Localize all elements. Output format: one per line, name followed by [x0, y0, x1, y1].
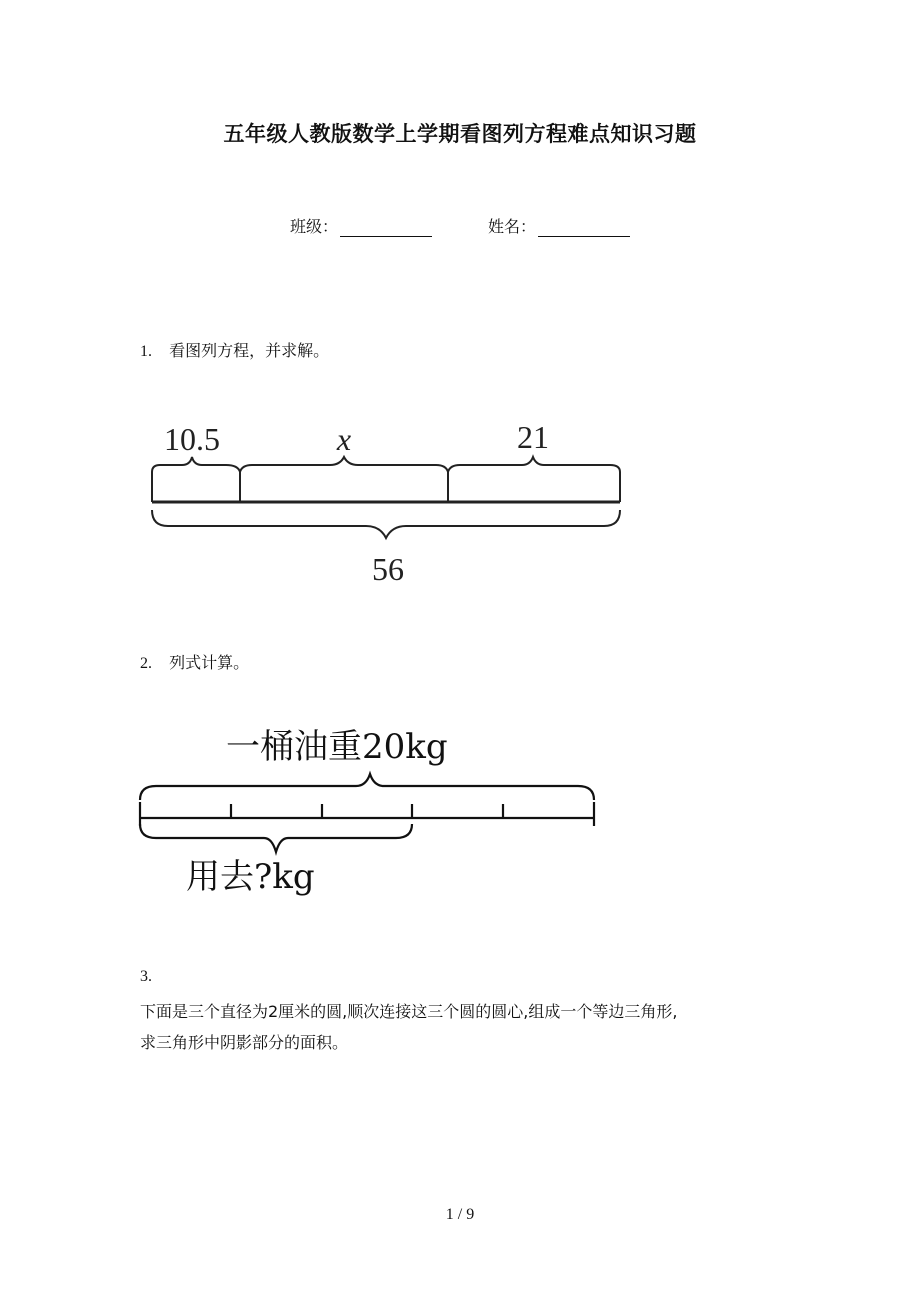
top-brace [140, 774, 594, 800]
question-3-line-2: 求三角形中阴影部分的面积。 [140, 1033, 349, 1052]
question-3 [140, 966, 164, 986]
brace-total [152, 510, 620, 538]
question-1-line-diagram [140, 410, 640, 595]
segment-label-x: x [336, 421, 352, 457]
total-label-56: 56 [372, 551, 404, 587]
name-label: 姓名： [488, 217, 537, 236]
question-1 [140, 338, 329, 361]
bottom-label-used: 用去?kg [186, 857, 315, 897]
question-1-text: 看图列方程，并求解。 [169, 341, 330, 360]
question-2-oil-diagram [130, 712, 610, 902]
question-2-text: 列式计算。 [169, 653, 250, 672]
segment-label-21: 21 [517, 419, 549, 455]
name-field [488, 214, 630, 237]
question-3-text [140, 996, 790, 1058]
student-info-row [0, 214, 920, 237]
name-blank-line[interactable] [538, 218, 630, 237]
top-label-oil-weight: 一桶油重20kg [226, 727, 448, 767]
question-1-number: 1. [140, 343, 152, 360]
page-number: 1 / 9 [445, 1206, 475, 1223]
class-blank-line[interactable] [340, 218, 432, 237]
class-label: 班级： [289, 217, 338, 236]
question-3-number: 3. [140, 968, 152, 985]
brace-21 [448, 457, 620, 472]
question-3-line-1: 下面是三个直径为2厘米的圆,顺次连接这三个圆的圆心,组成一个等边三角形, [140, 1002, 678, 1021]
segment-label-10-5: 10.5 [164, 421, 220, 457]
bottom-brace [140, 824, 412, 852]
question-2-number: 2. [140, 655, 152, 672]
brace-10-5 [152, 457, 240, 472]
document-title: 五年级人教版数学上学期看图列方程难点知识习题 [223, 122, 697, 146]
question-2 [140, 650, 249, 673]
brace-x [240, 457, 448, 472]
class-field [290, 214, 432, 237]
